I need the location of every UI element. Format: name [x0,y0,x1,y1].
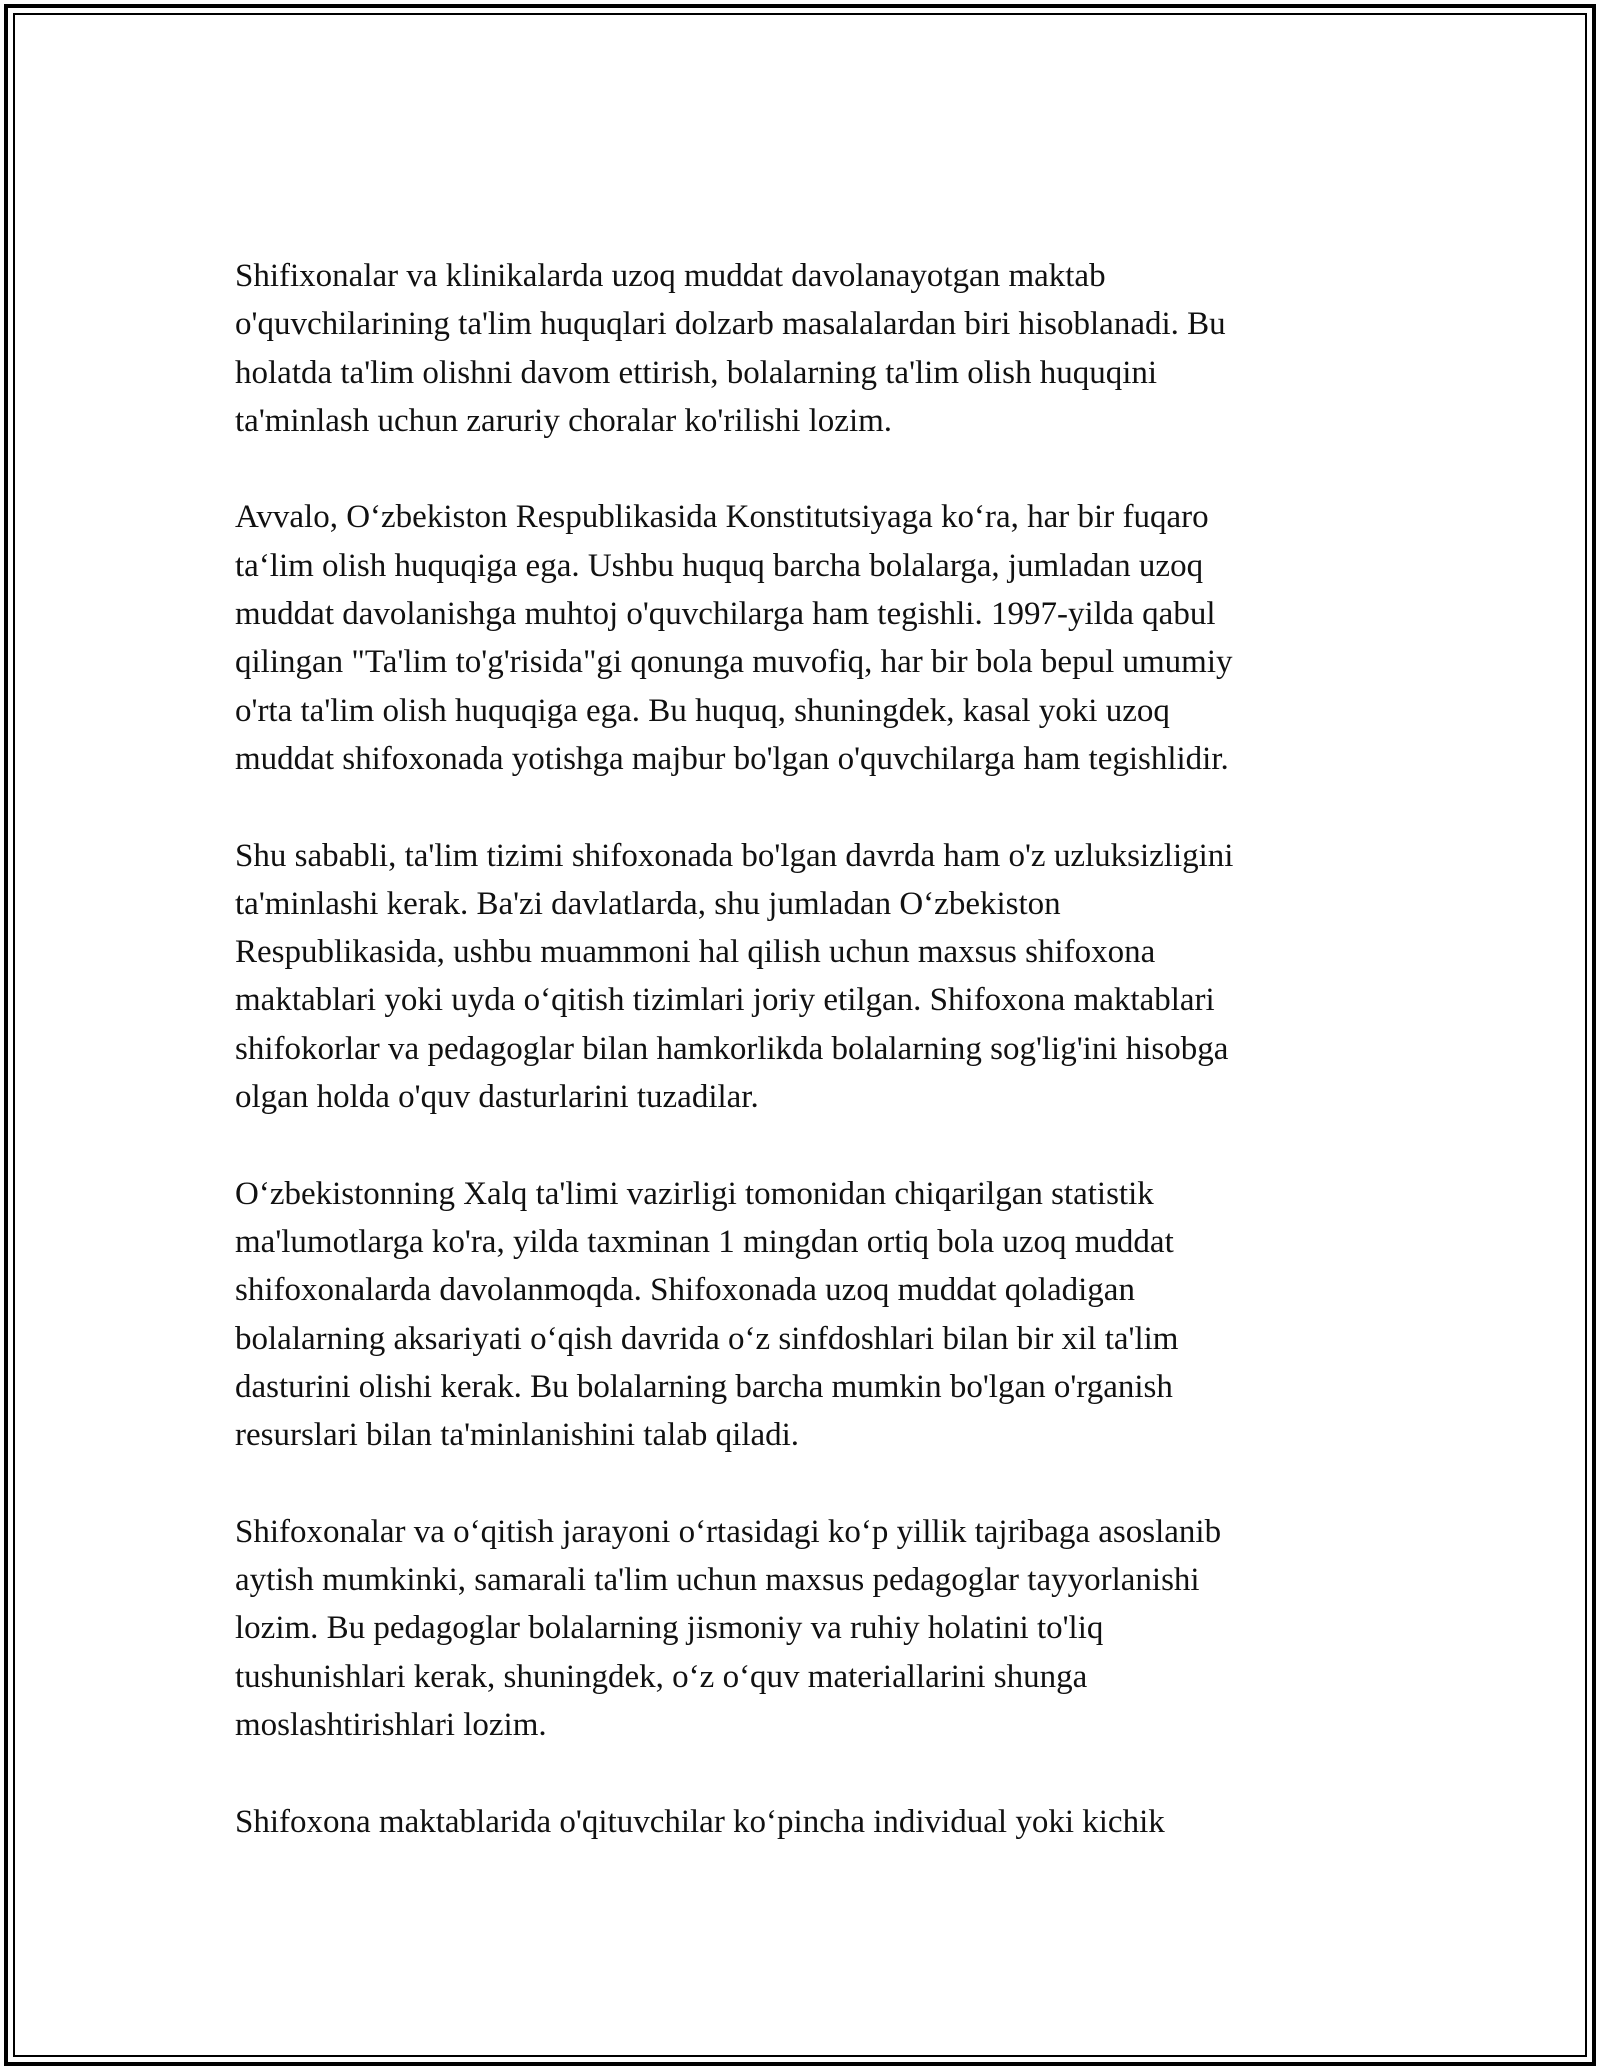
document-body [235,252,1370,1894]
paragraph-3: Shu sababli, ta'lim tizimi shifoxonada bo'lgan davrda ham o'z uzluksizligini ta'minlashi kerak. Ba'zi davlatlarda, shu jumladan O‘zbekiston Respublikasida, ushbu muammoni hal qilish uchun maxsus shifoxona maktablari yoki uyda o‘qitish tizimlari joriy etilgan. Shifoxona maktablari shifokorlar va pedagoglar bilan hamkorlikda bolalarning sog'lig'ini hisobga olgan holda o'quv dasturlarini tuzadilar. [235,837,1234,1116]
paragraph-2: Avvalo, O‘zbekiston Respublikasida Konstitutsiyaga ko‘ra, har bir fuqaro ta‘lim olish huquqiga ega. Ushbu huquq barcha bolalarga, jumladan uzoq muddat davolanishga muhtoj o'quvchilarga ham tegishli. 1997-yilda qabul qilingan "Ta'lim to'g'risida"gi qonunga muvofiq, har bir bola bepul umumiy o'rta ta'lim olish huquqiga ega. Bu huquq, shuningdek, kasal yoki uzoq muddat shifoxonada yotishga majbur bo'lgan o'quvchilarga ham tegishlidir. [235,499,1233,777]
paragraph-4: O‘zbekistonning Xalq ta'limi vazirligi tomonidan chiqarilgan statistik ma'lumotlarga ko'ra, yilda taxminan 1 mingdan ortiq bola uzoq muddat shifoxonalarda davolanmoqda. Shifoxonada uzoq muddat qoladigan bolalarning aksariyati o‘qish davrida o‘z sinfdoshlari bilan bir xil ta'lim dasturini olishi kerak. Bu bolalarning barcha mumkin bo'lgan o'rganish resurslari bilan ta'minlanishini talab qiladi. [235,1175,1179,1454]
paragraph-6: Shifoxona maktablarida o'qituvchilar ko‘pincha individual yoki kichik [235,1803,1165,1840]
paragraph-5: Shifoxonalar va o‘qitish jarayoni o‘rtasidagi ko‘p yillik tajribaga asoslanib aytish mumkinki, samarali ta'lim uchun maxsus pedagoglar tayyorlanishi lozim. Bu pedagoglar bolalarning jismoniy va ruhiy holatini to'liq tushunishlari kerak, shuningdek, o‘z o‘quv materiallarini shunga moslashtirishlari lozim. [235,1513,1222,1743]
paragraph-1: Shifixonalar va klinikalarda uzoq muddat davolanayotgan maktab o'quvchilarining ta'lim huquqlari dolzarb masalalardan biri hisoblanadi. Bu holatda ta'lim olishni davom ettirish, bolalarning ta'lim olish huquqini ta'minlash uchun zaruriy choralar ko'rilishi lozim. [235,258,1226,439]
